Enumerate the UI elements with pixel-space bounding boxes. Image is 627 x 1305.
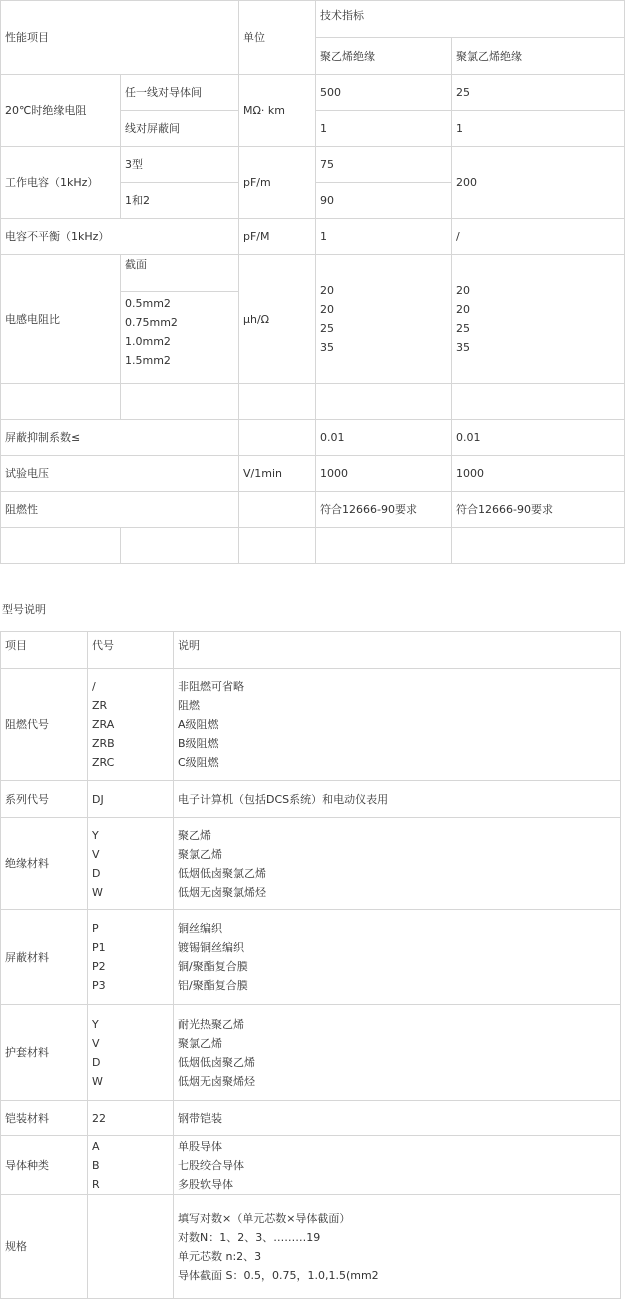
model-row-codes <box>88 1101 174 1136</box>
insulation-pe1: 500 <box>316 75 452 111</box>
insulation-name: 20℃时绝缘电阻 <box>1 75 121 147</box>
lr-pe-value: 20 <box>320 303 334 316</box>
model-desc: 阻燃 <box>178 699 200 712</box>
model-code: W <box>92 1074 103 1088</box>
unbalance-pe: 1 <box>316 219 452 255</box>
model-row-codes <box>88 1005 174 1101</box>
model-desc: 低烟无卤聚烯烃 <box>178 1074 255 1088</box>
lr-pe-value: 20 <box>320 284 334 297</box>
voltage-pe: 1000 <box>316 456 452 492</box>
empty-cell <box>316 384 452 420</box>
model-code: Y <box>92 828 99 842</box>
model-desc: A级阻燃 <box>178 718 219 731</box>
model-row-codes <box>88 1195 174 1299</box>
model-desc: 聚氯乙烯 <box>178 847 222 861</box>
empty-cell <box>239 384 316 420</box>
model-row-item: 绝缘材料 <box>1 818 88 910</box>
lr-sections-cell <box>121 255 239 384</box>
model-row-codes <box>88 669 174 781</box>
model-desc: 低烟低卤聚氯乙烯 <box>178 866 266 880</box>
model-desc: 钢带铠装 <box>178 1111 222 1125</box>
empty-cell <box>316 528 452 564</box>
model-code: B <box>92 1158 100 1172</box>
model-code: P1 <box>92 941 106 954</box>
unbalance-pvc: / <box>452 219 625 255</box>
shield-pvc: 0.01 <box>452 420 625 456</box>
empty-cell <box>1 528 121 564</box>
model-code: ZRC <box>92 756 115 769</box>
model-code: / <box>92 680 96 693</box>
model-desc: 镀锡铜丝编织 <box>178 941 244 954</box>
lr-pe-value: 35 <box>320 341 334 354</box>
model-row-item: 规格 <box>1 1195 88 1299</box>
model-row-descs <box>174 910 621 1005</box>
model-desc: 铜/聚酯复合膜 <box>178 960 248 973</box>
model-desc: 对数N：1、2、3、………19 <box>178 1230 321 1244</box>
capacitance-pe1: 75 <box>316 147 452 183</box>
insulation-sub2: 线对屏蔽间 <box>121 111 239 147</box>
model-desc: 电子计算机（包括DCS系统）和电动仪表用 <box>178 792 389 806</box>
model-desc: 多股软导体 <box>178 1177 233 1191</box>
model-row-codes <box>88 818 174 910</box>
model-row-descs <box>174 1101 621 1136</box>
model-code: 22 <box>92 1111 106 1125</box>
model-row-item: 系列代号 <box>1 781 88 818</box>
model-row <box>1 1136 621 1195</box>
unbalance-name: 电容不平衡（1kHz） <box>1 219 239 255</box>
model-desc: 铜丝编织 <box>178 922 222 935</box>
model-desc: 七股绞合导体 <box>178 1158 244 1172</box>
lr-section: 1.5mm2 <box>125 354 171 367</box>
insulation-pvc2: 1 <box>452 111 625 147</box>
lr-section-header: 截面 <box>125 258 147 271</box>
insulation-sub1: 任一线对导体间 <box>121 75 239 111</box>
insulation-pe2: 1 <box>316 111 452 147</box>
model-row-item: 导体种类 <box>1 1136 88 1195</box>
model-row <box>1 1005 621 1101</box>
model-section-title: 型号说明 <box>2 603 46 616</box>
model-row-item: 阻燃代号 <box>1 669 88 781</box>
lr-section: 1.0mm2 <box>125 335 171 348</box>
lr-pvc-value: 20 <box>456 303 470 316</box>
lr-pvc-value: 20 <box>456 284 470 297</box>
lr-pvc-value: 25 <box>456 322 470 335</box>
shield-pe: 0.01 <box>316 420 452 456</box>
lr-pvc-values <box>452 255 625 384</box>
model-desc: 耐光热聚乙烯 <box>178 1017 244 1031</box>
model-code: W <box>92 885 103 899</box>
model-row <box>1 669 621 781</box>
model-row <box>1 781 621 818</box>
empty-cell <box>452 528 625 564</box>
model-code: ZRA <box>92 718 115 731</box>
model-row-item: 屏蔽材料 <box>1 910 88 1005</box>
lr-pe-values <box>316 255 452 384</box>
model-header-item: 项目 <box>1 632 88 669</box>
model-code: P <box>92 922 99 935</box>
capacitance-pe2: 90 <box>316 183 452 219</box>
model-row-item: 护套材料 <box>1 1005 88 1101</box>
model-desc: 聚氯乙烯 <box>178 1036 222 1050</box>
capacitance-sub1: 3型 <box>121 147 239 183</box>
model-code: ZR <box>92 699 108 712</box>
model-description-table <box>0 631 621 1299</box>
lr-unit: μh/Ω <box>239 255 316 384</box>
voltage-pvc: 1000 <box>452 456 625 492</box>
empty-cell <box>452 384 625 420</box>
header-pe: 聚乙烯绝缘 <box>316 38 452 75</box>
model-desc: 导体截面 S：0.5，0.75，1.0,1.5(mm2 <box>178 1268 379 1282</box>
flame-name: 阻燃性 <box>1 492 239 528</box>
model-row-descs <box>174 1136 621 1195</box>
model-desc: 低烟低卤聚乙烯 <box>178 1055 255 1069</box>
model-row <box>1 818 621 910</box>
insulation-pvc1: 25 <box>452 75 625 111</box>
model-desc: B级阻燃 <box>178 737 219 750</box>
capacitance-name: 工作电容（1kHz） <box>1 147 121 219</box>
lr-section: 0.75mm2 <box>125 316 178 329</box>
model-desc: 非阻燃可省略 <box>178 680 244 693</box>
header-tech: 技术指标 <box>316 1 625 38</box>
model-desc: 单股导体 <box>178 1139 222 1153</box>
shield-name: 屏蔽抑制系数≤ <box>1 420 239 456</box>
empty-cell <box>121 384 239 420</box>
empty-cell <box>121 528 239 564</box>
lr-pe-value: 25 <box>320 322 334 335</box>
model-code: DJ <box>92 792 104 806</box>
model-row-codes <box>88 910 174 1005</box>
model-row-codes <box>88 1136 174 1195</box>
model-desc: 填写对数×（单元芯数×导体截面） <box>178 1211 351 1225</box>
lr-section: 0.5mm2 <box>125 297 171 310</box>
model-desc: 聚乙烯 <box>178 828 211 842</box>
unbalance-unit: pF/M <box>239 219 316 255</box>
model-rows <box>1 669 621 1299</box>
model-row-descs <box>174 1195 621 1299</box>
model-header-desc: 说明 <box>174 632 621 669</box>
model-code: V <box>92 1036 100 1050</box>
capacitance-unit: pF/m <box>239 147 316 219</box>
header-item: 性能项目 <box>1 1 239 75</box>
empty-cell <box>239 528 316 564</box>
lr-pvc-value: 35 <box>456 341 470 354</box>
model-code: R <box>92 1177 100 1191</box>
model-code: ZRB <box>92 737 115 750</box>
model-code: D <box>92 866 101 880</box>
lr-section-list <box>121 291 239 370</box>
technical-spec-table <box>0 0 625 564</box>
header-pvc: 聚氯乙烯绝缘 <box>452 38 625 75</box>
model-desc: C级阻燃 <box>178 756 219 769</box>
capacitance-sub2: 1和2 <box>121 183 239 219</box>
flame-unit <box>239 492 316 528</box>
model-code: A <box>92 1139 100 1153</box>
model-row-descs <box>174 818 621 910</box>
voltage-name: 试验电压 <box>1 456 239 492</box>
model-code: P2 <box>92 960 106 973</box>
model-row-item: 铠装材料 <box>1 1101 88 1136</box>
model-row-codes <box>88 781 174 818</box>
model-code: Y <box>92 1017 99 1031</box>
model-header-code: 代号 <box>88 632 174 669</box>
model-code: V <box>92 847 100 861</box>
model-row-descs <box>174 781 621 818</box>
model-desc: 低烟无卤聚氯烯烃 <box>178 885 266 899</box>
model-desc: 铝/聚酯复合膜 <box>178 979 248 992</box>
voltage-unit: V/1min <box>239 456 316 492</box>
model-code: P3 <box>92 979 106 992</box>
model-row <box>1 910 621 1005</box>
empty-cell <box>1 384 121 420</box>
model-row-descs <box>174 669 621 781</box>
flame-pe: 符合12666-90要求 <box>316 492 452 528</box>
shield-unit <box>239 420 316 456</box>
lr-name: 电感电阻比 <box>1 255 121 384</box>
model-row-descs <box>174 1005 621 1101</box>
model-desc: 单元芯数 n:2、3 <box>178 1249 262 1263</box>
model-code: D <box>92 1055 101 1069</box>
flame-pvc: 符合12666-90要求 <box>452 492 625 528</box>
model-row <box>1 1101 621 1136</box>
header-unit: 单位 <box>239 1 316 75</box>
insulation-unit: MΩ· km <box>239 75 316 147</box>
capacitance-pvc: 200 <box>452 147 625 219</box>
model-row <box>1 1195 621 1299</box>
